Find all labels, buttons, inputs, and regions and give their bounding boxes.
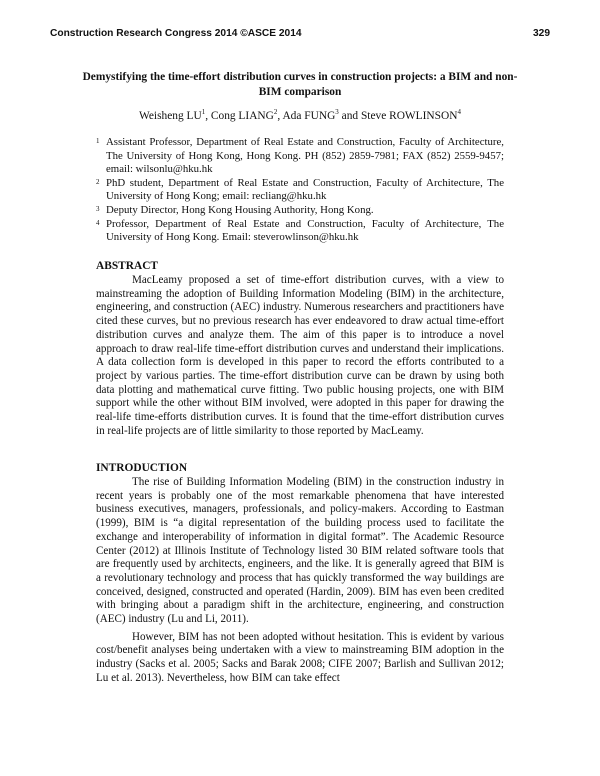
introduction-paragraph: The rise of Building Information Modeling (BIM) in the construction industry in recent years is probably one of the most remarkable phenomena that have interested business executives, managers, professionals, and policy-makers. According to Eastman (1999), BIM is “a digital representation of the building process used to facilitate the exchange and interoperability of information in digital format”. The Academic Resource Center (2012) at Illinois Institute of Technology listed 30 BIM related software tools that are frequently used by architects, engineers, and the like. It is generally agreed that BIM is a revolutionary technology and process that has quickly transformed the way buildings are conceived, designed, constructed and operated (Hardin, 2009). BIM has even been credited with bringing about a paradigm shift in the architecture, engineering, and construction (AEC) industry (Lu and Li, 2011). [96,476,504,626]
author-mark: 4 [457,108,461,116]
author-mark: 1 [201,108,206,116]
introduction-heading: INTRODUCTION [96,462,188,474]
page-number: 329 [533,28,550,39]
author-mark: 2 [273,108,278,116]
author-name: Weisheng LU [139,109,202,122]
author-name: Steve ROWLINSON [360,109,458,122]
affiliation-mark: 2 [96,177,100,186]
affiliation-mark: 1 [96,137,100,145]
author-name: Ada FUNG [282,109,336,122]
affiliations [96,136,504,245]
abstract-heading: ABSTRACT [96,260,159,272]
affiliation-item [96,177,504,204]
abstract-paragraph: MacLeamy proposed a set of time-effort distribution curves, with a view to mainstreaming the adoption of Building Information Modeling (BIM) in the architecture, engineering, and construction (AEC) industry. Numerous researchers and practitioners have cited these curves, but no previous research has ever endeavored to draw actual time-effort distribution curves and analyze them. The aim of this paper is to introduce a novel approach to draw real-life time-effort distribution curves and understand their implications. A data collection form is developed in this paper to record the efforts contributed to a project by various parties. The time-effort distribution curve can be drawn by using both data plotting and mathematical curve fitting. Two public housing projects, one with BIM support while the other without BIM involved, were adopted in this paper for drawing the real-life time-efforts distribution curves. It is found that the time-effort distribution curves in real-life projects are of little similarity to those reported by MacLeamy. [96,274,504,437]
affiliation-item [96,204,504,218]
author-name: Cong LIANG [210,109,274,122]
introduction-body [96,476,504,686]
introduction-paragraph: However, BIM has not been adopted without hesitation. This is evident by various cost/benefit analyses being undertaken with a view to mainstreaming BIM adoption in the industry (Sacks et al. 2005; Sacks and Barak 2008; CIFE 2007; Barlish and Sullivan 2012; Lu et al. 2013). Nevertheless, how BIM can take effect [96,630,504,684]
author-line [60,108,540,122]
author-separator: and [338,109,361,122]
affiliation-item [96,218,504,245]
affiliation-mark: 3 [96,204,100,213]
affiliation-mark: 4 [96,218,100,227]
running-header [50,28,550,44]
conference-line: Construction Research Congress 2014 ©ASCE 2014 [50,28,302,39]
affiliation-text: Deputy Director, Hong Kong Housing Authority, Hong Kong. [106,203,374,216]
affiliation-text: Assistant Professor, Department of Real Estate and Construction, Faculty of Architecture, The University of Hong Kong, Hong Kong. PH (852) 2859-7981; FAX (852) 2559-9457; email: wilsonlu@hku.hk [106,136,504,176]
affiliation-text: Professor, Department of Real Estate and Construction, Faculty of Architecture, The University of Hong Kong. Email: steverowlinson@hku.hk [106,217,504,244]
author-mark: 3 [335,108,339,116]
author-separator: , [205,109,211,122]
affiliation-item [96,136,504,177]
affiliation-text: PhD student, Department of Real Estate and Construction, Faculty of Architecture, The University of Hong Kong; email: recliang@hku.hk [106,176,504,203]
abstract-body [96,274,504,438]
paper-title: Demystifying the time-effort distribution curves in construction projects: a BIM and non-BIM comparison [82,71,518,98]
author-separator: , [277,109,283,122]
